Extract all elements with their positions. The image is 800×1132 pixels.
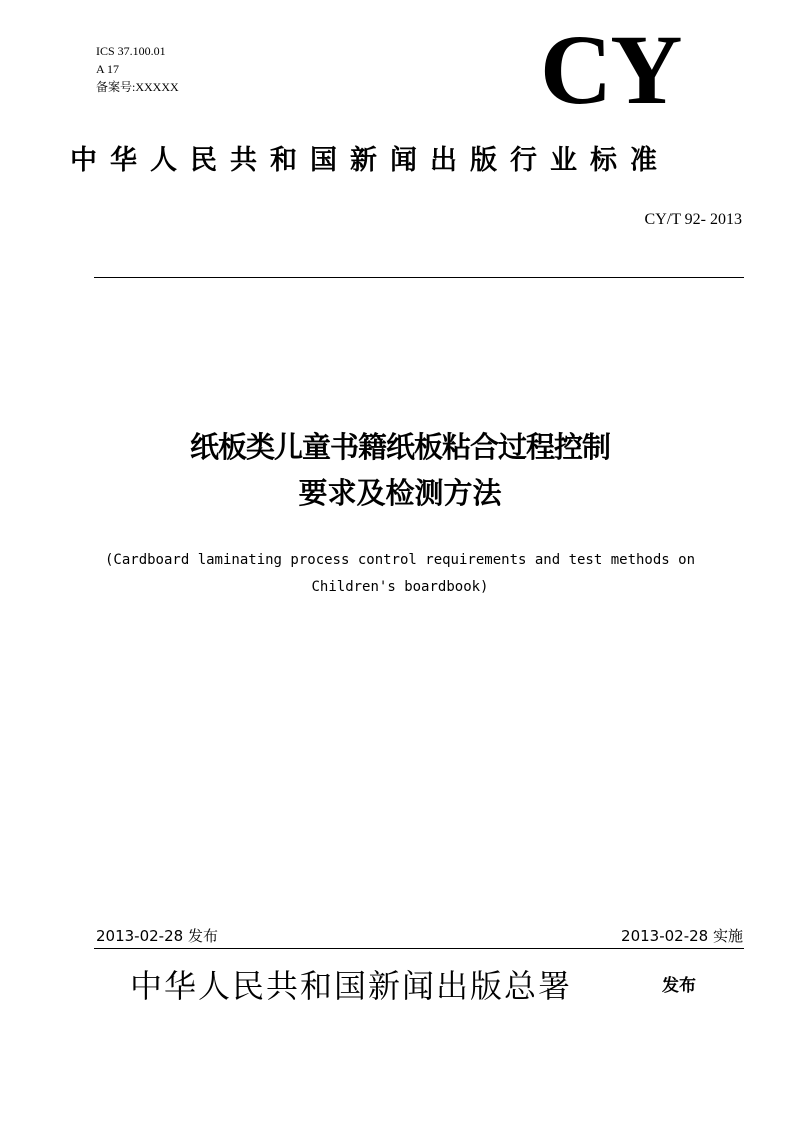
implementation-date: 2013-02-28 实施: [621, 927, 743, 945]
cy-logo: CY: [540, 14, 681, 125]
record-number: 备案号:XXXXX: [96, 80, 179, 94]
authority-title: 中华人民共和国新闻出版行业标准: [70, 145, 670, 176]
publisher-name: 中华人民共和国新闻出版总署: [130, 967, 573, 1005]
document-title-line2: 要求及检测方法: [298, 476, 502, 510]
issue-date: 2013-02-28 发布: [96, 927, 218, 945]
standard-code: CY/T 92- 2013: [644, 211, 742, 228]
english-title-line1: (Cardboard laminating process control requirements and test methods on: [104, 552, 695, 568]
ccs-code: A 17: [96, 62, 120, 76]
english-title-line2: Children's boardbook): [311, 579, 489, 595]
ics-code: ICS 37.100.01: [96, 44, 166, 58]
document-title-line1: 纸板类儿童书籍纸板粘合过程控制: [189, 430, 610, 464]
top-divider: [94, 277, 744, 278]
classification-block: [96, 42, 179, 96]
publish-label: 发布: [662, 976, 696, 996]
bottom-divider: [94, 948, 744, 949]
